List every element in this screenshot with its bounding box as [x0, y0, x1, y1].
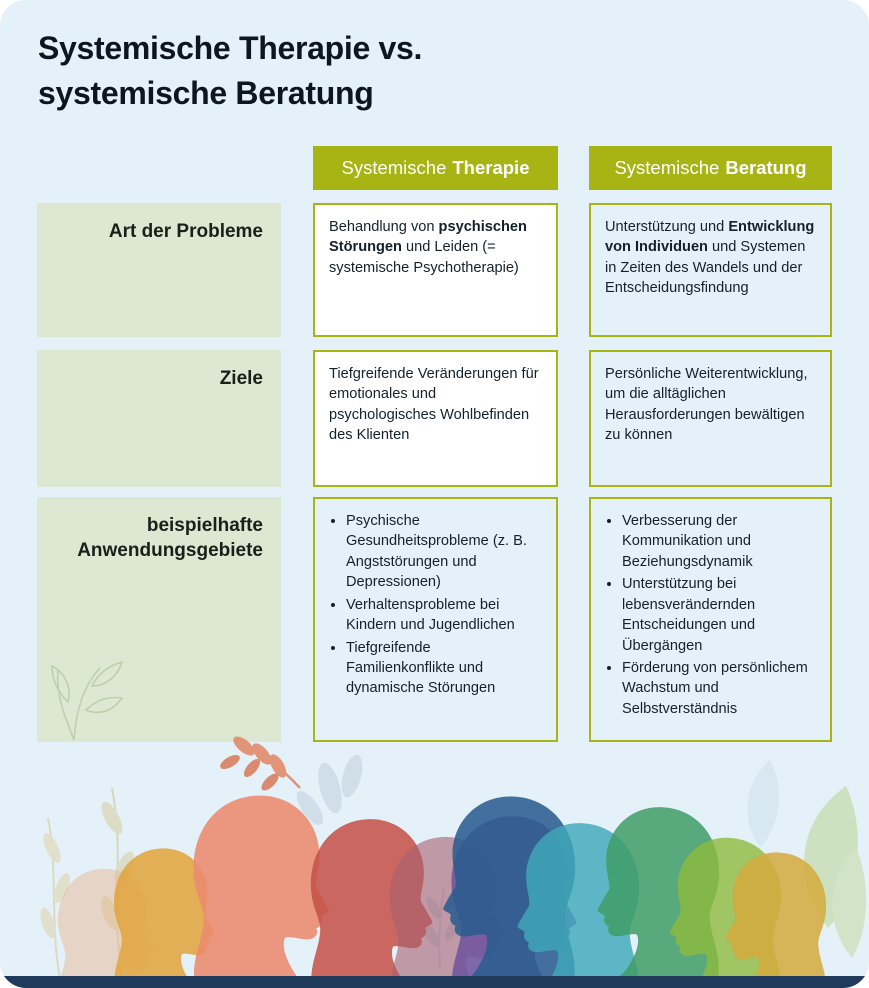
bullet-item: • Förderung von persönlichem Wachstum und Selbstverständnis: [622, 658, 816, 719]
bold-text: psychischen Störungen: [329, 219, 527, 256]
bullet-item: • Verbesserung der Kommunikation und Beziehungsdynamik: [622, 511, 816, 572]
page-title: [38, 26, 598, 117]
bullet-item: • Psychische Gesundheitsprobleme (z. B. Angststörungen und Depressionen): [346, 511, 542, 593]
text: Persönliche Weiterentwicklung, um die alltäglichen Herausforderungen bewältigen zu können: [605, 366, 808, 444]
column-header-beratung-bold: Beratung: [725, 157, 807, 178]
row-label-ziele: Ziele: [37, 350, 281, 487]
text: und Leiden (= systemische Psychotherapie): [329, 239, 519, 276]
text: und Systemen in Zeiten des Wandels und der Entscheidungsfindung: [605, 239, 806, 297]
column-header-therapie-regular: Systemische: [341, 157, 447, 178]
cell-beratung-ziele: [589, 350, 832, 487]
therapie-bullet-list: [329, 511, 542, 699]
bullet-item: • Unterstützung bei lebensverändernden Entscheidungen und Übergängen: [622, 574, 816, 656]
beratung-bullet-list: [605, 511, 816, 719]
cell-therapie-art-der-probleme: [313, 203, 558, 337]
column-header-therapie: [313, 146, 558, 190]
text: Unterstützung und: [605, 219, 729, 235]
cell-beratung-anwendungsgebiete: [589, 497, 832, 742]
page-title-line1: Systemische Therapie vs.: [38, 30, 423, 66]
cell-therapie-ziele: [313, 350, 558, 487]
column-header-beratung-regular: Systemische: [614, 157, 720, 178]
text: Tiefgreifende Veränderungen für emotionales und psychologisches Wohlbefinden des Klienten: [329, 366, 539, 444]
bullet-item: • Verhaltensprobleme bei Kindern und Jugendlichen: [346, 595, 542, 636]
footer-bar: [0, 976, 869, 988]
silhouette-coral: [193, 796, 328, 986]
bold-text: Entwicklung von Individuen: [605, 219, 815, 256]
page-title-line2: systemische Beratung: [38, 75, 374, 112]
bullet-item: • Tiefgreifende Familienkonflikte und dynamische Störungen: [346, 638, 542, 699]
column-header-beratung: [589, 146, 832, 190]
row-label-art-der-probleme: Art der Probleme: [37, 203, 281, 337]
cell-therapie-anwendungsgebiete: [313, 497, 558, 742]
row-label-anwendungsgebiete: beispielhafte Anwendungsgebiete: [37, 497, 281, 742]
column-header-therapie-bold: Therapie: [452, 157, 530, 178]
diversity-illustration: [0, 728, 869, 988]
cell-beratung-art-der-probleme: [589, 203, 832, 337]
text: Behandlung von: [329, 219, 439, 235]
silhouette-group: [58, 796, 826, 988]
coral-branch-decoration: [218, 733, 300, 793]
